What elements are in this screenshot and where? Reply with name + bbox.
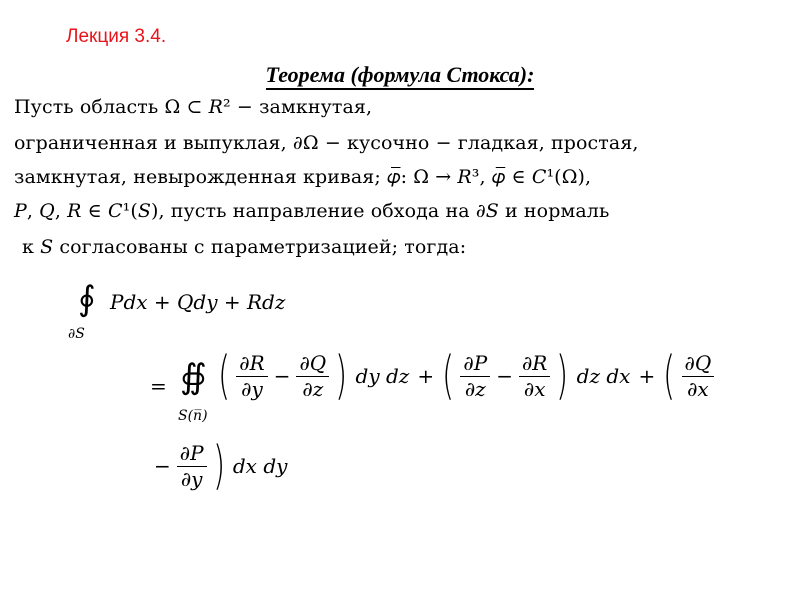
- paren-close: ): [212, 436, 225, 496]
- fraction-dR-dx: [519, 351, 550, 402]
- denominator: ∂x: [523, 376, 546, 401]
- fraction-dQ-dz: [296, 351, 329, 402]
- theorem-title: [0, 62, 800, 88]
- differential-dy-dz: dy dz: [355, 364, 410, 388]
- line-integral-symbol: ∮: [78, 279, 96, 319]
- plus-sign: +: [638, 364, 656, 388]
- paren-open: (: [663, 346, 676, 406]
- lecture-label: Лекция 3.4.: [66, 26, 167, 47]
- numerator: ∂R: [519, 351, 550, 377]
- paren-close: ): [556, 346, 569, 406]
- denominator: ∂y: [241, 376, 263, 401]
- line-integral-subscript: ∂S: [68, 326, 85, 342]
- surface-integrand-row-1: [214, 346, 716, 406]
- fraction-dR-dy: [236, 351, 267, 402]
- equals-sign: =: [150, 374, 167, 398]
- text-line-3: замкнутая, невырожденная кривая; 𝜑̅: Ω → 𝑅³, 𝜑̅ ∈ 𝐶¹(Ω),: [14, 166, 592, 188]
- numerator: ∂Q: [296, 351, 329, 377]
- theorem-title-text: Теорема (формула Стокса):: [266, 62, 535, 90]
- line-integrand: 𝑃𝑑𝑥 + 𝑄𝑑𝑦 + 𝑅𝑑𝑧: [110, 290, 286, 314]
- numerator: ∂Q: [682, 351, 715, 377]
- differential-dz-dx: dz dx: [576, 364, 631, 388]
- minus-sign: −: [273, 364, 291, 388]
- denominator: ∂y: [180, 466, 203, 491]
- denominator: ∂z: [464, 376, 486, 401]
- differential-dx-dy: dx dy: [232, 454, 288, 478]
- text-line-5: к 𝑆 согласованы с параметризацией; тогда:: [22, 236, 467, 258]
- numerator: ∂R: [236, 351, 267, 377]
- paren-close: ): [335, 346, 348, 406]
- paren-open: (: [442, 346, 455, 406]
- surface-integral-subscript: S(n̅): [178, 408, 208, 424]
- text-line-2: ограниченная и выпуклая, ∂Ω − кусочно − гладкая, простая,: [14, 132, 639, 154]
- minus-sign: −: [496, 364, 513, 388]
- text-line-4: 𝑃, 𝑄, 𝑅 ∈ 𝐶¹(𝑆), пусть направление обхода на ∂𝑆 и нормаль: [14, 200, 610, 222]
- paren-open: (: [218, 346, 231, 406]
- denominator: ∂z: [302, 376, 324, 401]
- denominator: ∂x: [687, 376, 709, 401]
- fraction-dP-dy: [177, 441, 207, 492]
- numerator: ∂P: [177, 441, 207, 467]
- surface-integrand-row-2: [150, 436, 291, 496]
- fraction-dP-dz: [460, 351, 490, 402]
- text-line-1: Пусть область Ω ⊂ 𝑅² − замкнутая,: [14, 96, 373, 118]
- plus-sign: +: [417, 364, 435, 388]
- numerator: ∂P: [460, 351, 490, 377]
- surface-integral-symbol: ∯: [180, 357, 207, 397]
- minus-sign: −: [154, 454, 171, 478]
- fraction-dQ-dx: [682, 351, 715, 402]
